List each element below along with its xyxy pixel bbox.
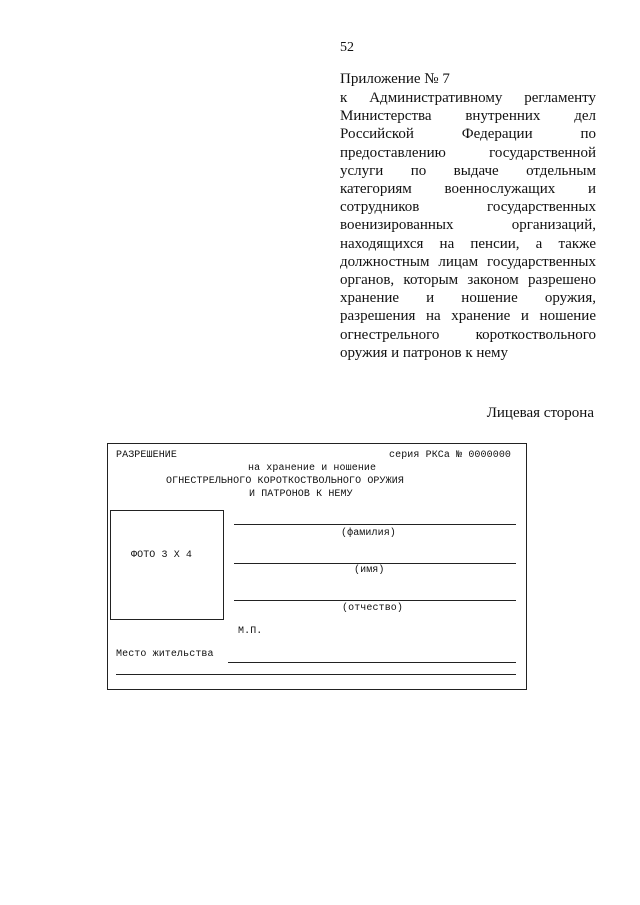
appendix-line: хранение и ношение оружия, [340,290,596,307]
surname-line [234,524,516,525]
residence-line [228,662,516,663]
purpose-line-1: на хранение и ношение [248,463,377,474]
name-caption: (имя) [354,565,385,576]
appendix-line: огнестрельного короткоствольного [340,326,596,343]
appendix-line: оружия и патронов к нему [340,344,509,361]
appendix-line: должностным лицам государственных [340,253,596,270]
residence-line-2 [116,674,516,675]
appendix-line: сотрудников государственных [340,199,596,216]
appendix-line: военизированных организаций, [340,217,596,234]
side-label: Лицевая сторона [486,405,594,421]
photo-label: ФОТО 3 Х 4 [131,550,193,561]
series-label: серия РКСа № 0000000 [389,450,512,461]
appendix-line: разрешения на хранение и ношение [340,308,596,325]
patronymic-line [234,600,516,601]
appendix-line: категориям военнослужащих и [340,181,596,198]
appendix-text [340,89,596,362]
appendix-line: Министерства внутренних дел [340,108,596,125]
residence-label: Место жительства [116,649,214,660]
surname-caption: (фамилия) [341,528,396,539]
appendix-line: органов, которым законом разрешено [340,272,596,289]
appendix-line: предоставлению государственной [340,144,596,161]
appendix-line: находящихся на пенсии, а также [340,235,596,252]
permit-label: РАЗРЕШЕНИЕ [116,450,178,461]
purpose-line-3: И ПАТРОНОВ К НЕМУ [249,489,353,500]
patronymic-caption: (отчество) [342,603,404,614]
photo-box [110,510,224,620]
appendix-line: Российской Федерации по [340,126,596,143]
purpose-line-2: ОГНЕСТРЕЛЬНОГО КОРОТКОСТВОЛЬНОГО ОРУЖИЯ [166,476,404,487]
appendix-line: к Административному регламенту [340,90,596,106]
stamp-label: М.П. [238,626,263,637]
appendix-line: услуги по выдаче отдельным [340,162,596,179]
name-line [234,563,516,564]
appendix-title: Приложение № 7 [340,71,450,87]
permit-form [107,443,527,690]
page-number: 52 [340,40,354,55]
